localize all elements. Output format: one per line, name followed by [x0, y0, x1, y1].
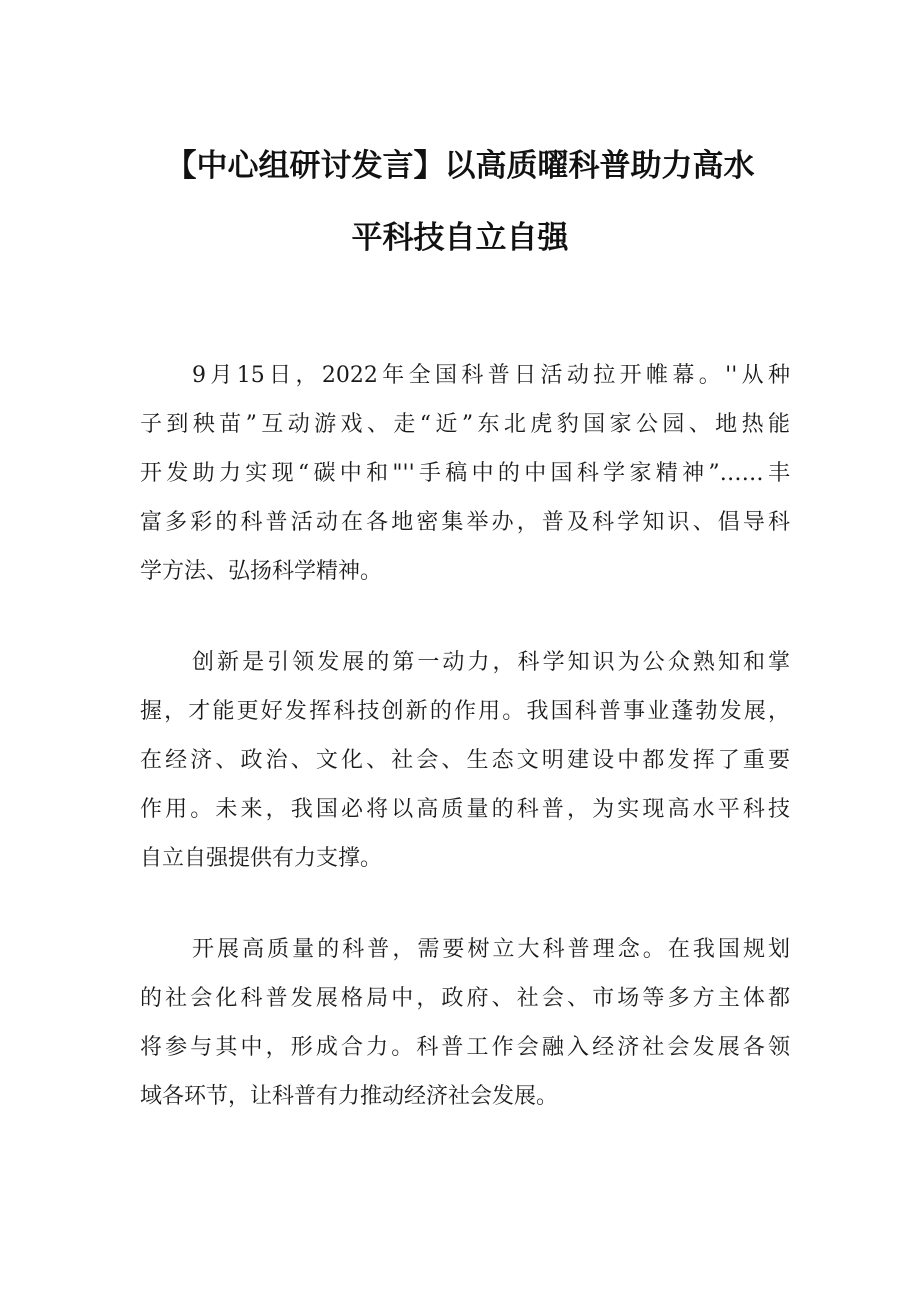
- paragraph-line: 自立自强提供有力支撑。: [140, 846, 383, 871]
- paragraph-line: 将参与其中，形成合力。科普工作会融入经济社会发展各领: [140, 1035, 790, 1060]
- paragraph-line: 创新是引领发展的第一动力，科学知识为公众熟知和掌: [192, 650, 790, 675]
- paragraph-line: 域各环节，让科普有力推动经济社会发展。: [140, 1084, 559, 1109]
- paragraph-line: 子到秧苗”互动游戏、走“近”东北虎豹国家公园、地热能: [140, 412, 790, 437]
- document-title-line-2: 平科技自立自强: [351, 220, 569, 256]
- paragraph-line: 作用。未来，我国必将以高质量的科普，为实现高水平科技: [140, 797, 790, 822]
- paragraph-line: 富多彩的科普活动在各地密集举办，普及科学知识、倡导科: [140, 510, 790, 535]
- document-title-line-1: 【中心组研讨发言】以高质曜科普助力高水: [165, 148, 755, 184]
- paragraph-line: 学方法、弘扬科学精神。: [140, 559, 383, 584]
- paragraph-line: 握，才能更好发挥科技创新的作用。我国科普事业蓬勃发展，: [140, 699, 790, 724]
- paragraph-line: 开展高质量的科普，需要树立大科普理念。在我国规划: [192, 937, 790, 962]
- paragraph-line: 9月15日，2022年全国科普日活动拉开帷幕。''从种: [192, 363, 790, 388]
- paragraph-line: 的社会化科普发展格局中，政府、社会、市场等多方主体都: [140, 986, 790, 1011]
- paragraph-line: 在经济、政治、文化、社会、生态文明建设中都发挥了重要: [140, 748, 790, 773]
- paragraph-line: 开发助力实现“碳中和"''手稿中的中国科学家精神”……丰: [140, 461, 790, 486]
